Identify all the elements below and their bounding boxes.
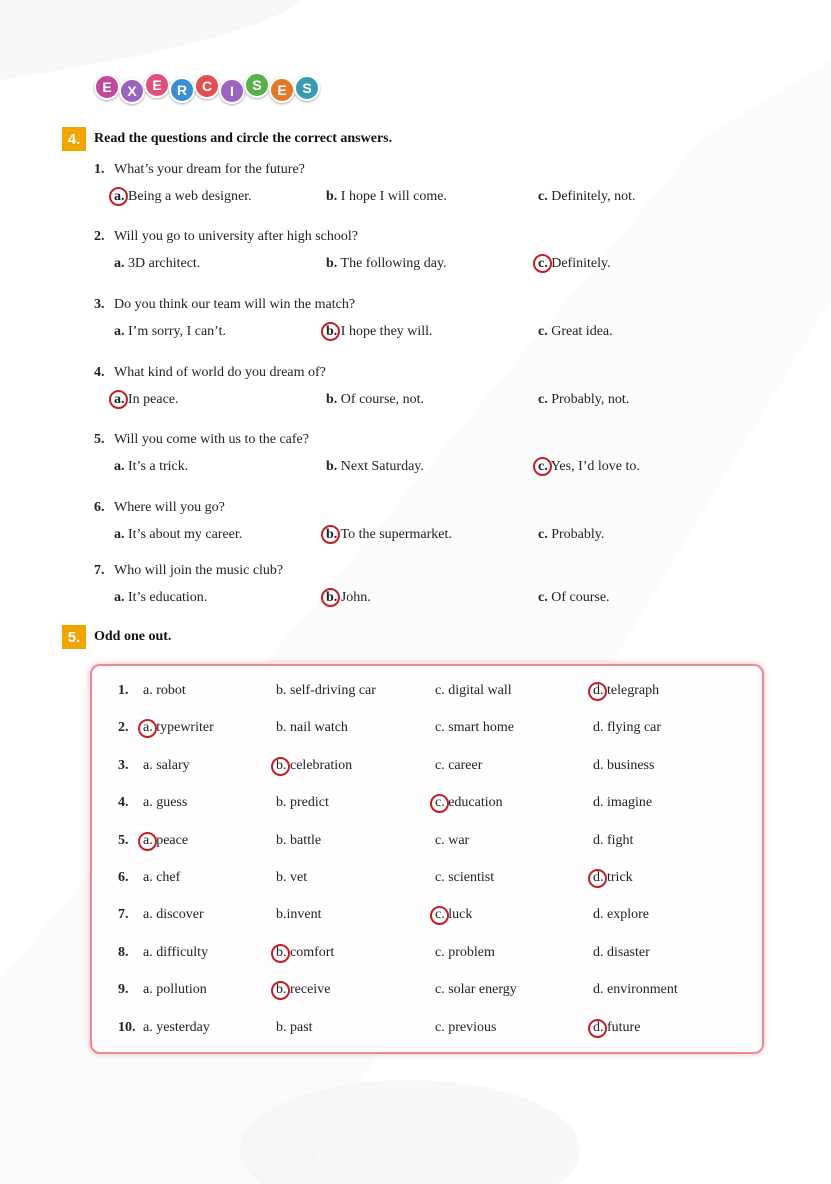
option-letter: c. — [538, 527, 548, 542]
option-letter: a. — [114, 459, 125, 474]
answer-option-a[interactable] — [114, 527, 242, 543]
option-text: Of course. — [547, 590, 610, 605]
option-letter: a. — [143, 795, 153, 810]
logo-letter: I — [219, 78, 245, 104]
question-text: Do you think our team will win the match? — [114, 297, 356, 312]
option-text: comfort — [286, 945, 335, 960]
question-text: What kind of world do you dream of? — [114, 365, 326, 380]
option-text: I hope they will. — [337, 324, 433, 339]
option-text: business — [603, 758, 655, 773]
option-letter: a. — [143, 945, 153, 960]
option-letter: a. — [143, 758, 153, 773]
answer-option-c[interactable] — [538, 256, 611, 272]
logo-letter: E — [144, 72, 170, 98]
option-letter: d. — [593, 870, 604, 886]
option-letter: c. — [538, 256, 548, 272]
odd-row-number: 3. — [118, 758, 129, 773]
option-text: guess — [152, 795, 188, 810]
exercise-5-header — [62, 625, 171, 649]
option-text: It’s about my career. — [124, 527, 243, 542]
option-text: environment — [603, 982, 678, 997]
option-text: smart home — [444, 720, 514, 735]
odd-option-c[interactable] — [435, 795, 503, 811]
option-letter: c. — [435, 1020, 445, 1035]
answer-option-a[interactable] — [114, 590, 207, 606]
question-number: 2. — [94, 229, 105, 244]
option-letter: a. — [143, 833, 153, 849]
odd-option-d[interactable] — [593, 1020, 640, 1036]
odd-option-c[interactable] — [435, 1020, 496, 1036]
option-letter: a. — [114, 527, 125, 542]
option-text: digital wall — [444, 683, 512, 698]
answer-option-c[interactable] — [538, 459, 640, 475]
option-letter: b. — [276, 683, 287, 698]
odd-row-number: 4. — [118, 795, 129, 810]
question-number: 5. — [94, 432, 105, 447]
answer-option-b[interactable] — [326, 459, 424, 475]
option-letter: c. — [435, 870, 445, 885]
answer-option-a[interactable] — [114, 189, 252, 205]
option-text: luck — [444, 907, 473, 922]
option-text: fight — [603, 833, 634, 848]
option-letter: d. — [593, 795, 604, 810]
odd-option-b[interactable] — [276, 1020, 313, 1036]
option-text: In peace. — [124, 392, 179, 407]
odd-option-c[interactable] — [435, 683, 512, 699]
option-text: trick — [603, 870, 633, 885]
answer-option-b[interactable] — [326, 392, 424, 408]
option-text: 3D architect. — [124, 256, 201, 271]
option-letter: b. — [326, 189, 338, 204]
odd-option-c[interactable] — [435, 720, 514, 736]
answer-option-a[interactable] — [114, 324, 226, 340]
option-text: problem — [444, 945, 495, 960]
option-letter: b. — [276, 1020, 287, 1035]
odd-option-a[interactable] — [143, 683, 186, 699]
question-text: Who will join the music club? — [114, 563, 284, 578]
option-text: Definitely. — [547, 256, 611, 271]
option-letter: b. — [276, 907, 287, 922]
odd-row-number: 9. — [118, 982, 129, 997]
question-text: Will you come with us to the cafe? — [114, 432, 309, 447]
option-letter: c. — [435, 795, 445, 811]
question-text: What’s your dream for the future? — [114, 162, 305, 177]
question — [94, 563, 283, 579]
option-letter: d. — [593, 720, 604, 735]
question-number: 3. — [94, 297, 105, 312]
question — [94, 500, 225, 516]
option-letter: a. — [114, 324, 125, 339]
option-text: Next Saturday. — [337, 459, 424, 474]
logo-letter: E — [269, 77, 295, 103]
option-letter: c. — [435, 982, 445, 997]
option-letter: d. — [593, 945, 604, 960]
odd-option-a[interactable] — [143, 870, 180, 886]
option-text: peace — [152, 833, 189, 848]
option-text: invent — [286, 907, 322, 922]
question — [94, 432, 309, 448]
option-letter: c. — [435, 720, 445, 735]
answer-option-b[interactable] — [326, 256, 447, 272]
option-letter: a. — [143, 683, 153, 698]
option-letter: a. — [114, 590, 125, 605]
option-letter: b. — [326, 324, 337, 340]
option-text: past — [286, 1020, 313, 1035]
option-letter: a. — [143, 870, 153, 885]
option-text: I’m sorry, I can’t. — [124, 324, 226, 339]
logo-letter: C — [194, 73, 220, 99]
option-letter: b. — [326, 590, 337, 606]
odd-option-a[interactable] — [143, 982, 207, 998]
option-text: disaster — [603, 945, 650, 960]
exercise-5-title: Odd one out. — [94, 629, 172, 644]
odd-option-b[interactable] — [276, 870, 307, 886]
odd-option-a[interactable] — [143, 945, 208, 961]
option-text: The following day. — [337, 256, 447, 271]
option-letter: c. — [435, 758, 445, 773]
logo-letter: E — [94, 74, 120, 100]
option-text: Definitely, not. — [547, 189, 636, 204]
option-text: receive — [286, 982, 331, 997]
odd-option-d[interactable] — [593, 870, 633, 886]
option-letter: d. — [593, 833, 604, 848]
option-letter: c. — [435, 945, 445, 960]
option-letter: d. — [593, 683, 604, 699]
odd-option-d[interactable] — [593, 758, 654, 774]
odd-option-d[interactable] — [593, 795, 652, 811]
option-text: predict — [286, 795, 329, 810]
option-text: robot — [152, 683, 186, 698]
option-text: education — [444, 795, 503, 810]
option-letter: b. — [276, 720, 287, 735]
odd-option-b[interactable] — [276, 907, 322, 923]
option-text: discover — [152, 907, 204, 922]
option-text: Probably, not. — [547, 392, 630, 407]
answer-option-b[interactable] — [326, 324, 433, 340]
option-text: celebration — [286, 758, 353, 773]
answer-option-c[interactable] — [538, 324, 613, 340]
odd-option-b[interactable] — [276, 720, 348, 736]
answer-option-c[interactable] — [538, 392, 629, 408]
odd-row-number: 2. — [118, 720, 129, 735]
odd-row-number: 7. — [118, 907, 129, 922]
answer-option-a[interactable] — [114, 459, 188, 475]
answer-option-b[interactable] — [326, 527, 452, 543]
odd-row-number: 10. — [118, 1020, 136, 1035]
option-text: Of course, not. — [337, 392, 424, 407]
option-letter: b. — [276, 758, 287, 774]
option-text: explore — [603, 907, 649, 922]
odd-option-b[interactable] — [276, 758, 352, 774]
odd-option-b[interactable] — [276, 833, 321, 849]
answer-option-c[interactable] — [538, 527, 604, 543]
option-text: career — [444, 758, 483, 773]
answer-option-b[interactable] — [326, 189, 447, 205]
option-letter: b. — [326, 459, 338, 474]
option-text: salary — [152, 758, 190, 773]
option-text: Great idea. — [547, 324, 613, 339]
option-letter: b. — [276, 795, 287, 810]
option-letter: b. — [276, 833, 287, 848]
option-letter: d. — [593, 1020, 604, 1036]
odd-option-a[interactable] — [143, 833, 188, 849]
option-text: To the supermarket. — [337, 527, 452, 542]
option-text: Yes, I’d love to. — [547, 459, 640, 474]
exercises-logo — [94, 74, 319, 106]
question-number: 4. — [94, 365, 105, 380]
answer-option-c[interactable] — [538, 189, 635, 205]
option-text: difficulty — [152, 945, 209, 960]
question-number: 7. — [94, 563, 105, 578]
option-letter: c. — [435, 907, 445, 923]
option-letter: c. — [435, 683, 445, 698]
answer-option-b[interactable] — [326, 590, 371, 606]
odd-option-d[interactable] — [593, 720, 661, 736]
option-text: Probably. — [547, 527, 605, 542]
logo-letter: S — [294, 75, 320, 101]
option-letter: c. — [538, 324, 548, 339]
option-text: war — [444, 833, 470, 848]
odd-row-number: 5. — [118, 833, 129, 848]
odd-option-b[interactable] — [276, 683, 376, 699]
option-letter: a. — [143, 720, 153, 736]
option-letter: c. — [538, 590, 548, 605]
option-text: previous — [444, 1020, 497, 1035]
option-text: future — [603, 1020, 641, 1035]
option-letter: a. — [143, 1020, 153, 1035]
odd-option-d[interactable] — [593, 833, 633, 849]
odd-option-b[interactable] — [276, 945, 334, 961]
option-text: It’s education. — [124, 590, 208, 605]
exercise-4-number: 4. — [62, 127, 86, 151]
option-text: nail watch — [286, 720, 348, 735]
odd-option-c[interactable] — [435, 945, 495, 961]
odd-option-b[interactable] — [276, 795, 329, 811]
question-text: Will you go to university after high school? — [114, 229, 359, 244]
odd-option-c[interactable] — [435, 870, 494, 886]
option-text: scientist — [444, 870, 495, 885]
option-letter: d. — [593, 982, 604, 997]
answer-option-a[interactable] — [114, 392, 179, 408]
option-text: John. — [337, 590, 371, 605]
odd-option-a[interactable] — [143, 758, 190, 774]
odd-option-c[interactable] — [435, 982, 517, 998]
option-text: vet — [286, 870, 308, 885]
odd-row-number: 6. — [118, 870, 129, 885]
option-text: solar energy — [444, 982, 517, 997]
question — [94, 297, 355, 313]
option-letter: c. — [538, 189, 548, 204]
exercise-4-header — [62, 127, 392, 151]
question-number: 6. — [94, 500, 105, 515]
odd-option-a[interactable] — [143, 720, 214, 736]
answer-option-a[interactable] — [114, 256, 200, 272]
option-text: telegraph — [603, 683, 660, 698]
option-letter: d. — [593, 907, 604, 922]
question-text: Where will you go? — [114, 500, 225, 515]
option-text: Being a web designer. — [124, 189, 252, 204]
logo-letter: R — [169, 77, 195, 103]
exercise-5-number: 5. — [62, 625, 86, 649]
option-letter: b. — [276, 870, 287, 885]
odd-option-b[interactable] — [276, 982, 330, 998]
question — [94, 162, 305, 178]
option-text: pollution — [152, 982, 207, 997]
exercise-4-title: Read the questions and circle the correct answers. — [94, 131, 393, 146]
odd-option-d[interactable] — [593, 982, 678, 998]
option-letter: b. — [326, 392, 338, 407]
option-text: imagine — [603, 795, 653, 810]
option-letter: c. — [538, 392, 548, 407]
option-text: battle — [286, 833, 322, 848]
option-letter: b. — [276, 945, 287, 961]
logo-letter: S — [244, 72, 270, 98]
option-letter: a. — [114, 392, 125, 408]
option-letter: d. — [593, 758, 604, 773]
odd-option-a[interactable] — [143, 1020, 210, 1036]
option-text: chef — [152, 870, 181, 885]
option-letter: a. — [143, 982, 153, 997]
logo-letter: X — [119, 78, 145, 104]
odd-option-c[interactable] — [435, 907, 472, 923]
question — [94, 229, 358, 245]
odd-row-number: 8. — [118, 945, 129, 960]
option-text: flying car — [603, 720, 662, 735]
odd-option-c[interactable] — [435, 833, 469, 849]
odd-option-d[interactable] — [593, 945, 650, 961]
odd-option-d[interactable] — [593, 683, 659, 699]
odd-option-d[interactable] — [593, 907, 649, 923]
option-letter: b. — [326, 256, 338, 271]
option-letter: b. — [326, 527, 337, 543]
question — [94, 365, 326, 381]
option-text: I hope I will come. — [337, 189, 447, 204]
option-letter: a. — [143, 907, 153, 922]
odd-option-a[interactable] — [143, 795, 187, 811]
option-letter: b. — [276, 982, 287, 998]
option-letter: c. — [435, 833, 445, 848]
odd-option-a[interactable] — [143, 907, 204, 923]
option-text: self-driving car — [286, 683, 376, 698]
option-letter: c. — [538, 459, 548, 475]
option-text: yesterday — [152, 1020, 210, 1035]
odd-row-number: 1. — [118, 683, 129, 698]
option-letter: a. — [114, 189, 125, 205]
odd-option-c[interactable] — [435, 758, 482, 774]
question-number: 1. — [94, 162, 105, 177]
option-text: typewriter — [152, 720, 214, 735]
option-text: It’s a trick. — [124, 459, 189, 474]
option-letter: a. — [114, 256, 125, 271]
answer-option-c[interactable] — [538, 590, 610, 606]
